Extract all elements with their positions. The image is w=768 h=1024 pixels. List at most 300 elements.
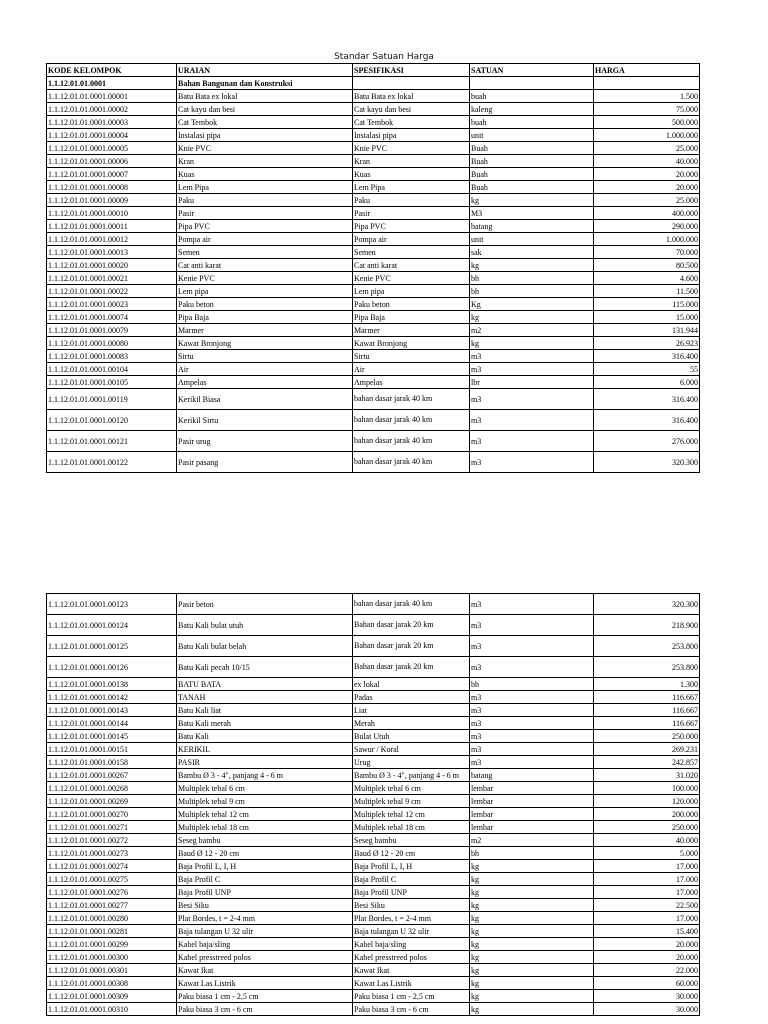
cell-spesifikasi: Paku biasa 3 cm - 6 cm (353, 1003, 470, 1016)
cell-spesifikasi: bahan dasar jarak 40 km (353, 431, 470, 452)
table-row (47, 977, 700, 990)
cell-harga: 15.000 (594, 311, 700, 324)
cell-kode: 1.1.12.01.01.0001.00011 (47, 220, 177, 233)
cell-spesifikasi: Sirtu (353, 350, 470, 363)
cell-spesifikasi: Besi Siku (353, 899, 470, 912)
table-row (47, 990, 700, 1003)
cell-spesifikasi: Lem pipa (353, 285, 470, 298)
cell-kode: 1.1.12.01.01.0001.00079 (47, 324, 177, 337)
table-row (47, 769, 700, 782)
table-row (47, 756, 700, 769)
cell-harga: 276.000 (594, 431, 700, 452)
cell-satuan: M3 (470, 207, 594, 220)
table-row (47, 259, 700, 272)
cell-kode: 1.1.12.01.01.0001.00105 (47, 376, 177, 389)
cell-uraian: KERIKIL (177, 743, 353, 756)
cell-spesifikasi: Batu Bata ex lokal (353, 90, 470, 103)
cell-harga: 269.231 (594, 743, 700, 756)
cell-satuan: Buah (470, 142, 594, 155)
cell-kode: 1.1.12.01.01.0001.00275 (47, 873, 177, 886)
table-row (47, 207, 700, 220)
cell-harga: 116.667 (594, 704, 700, 717)
cell-harga: 100.000 (594, 782, 700, 795)
cell-spesifikasi: bahan dasar jarak 40 km (353, 389, 470, 410)
cell-satuan: batang (470, 769, 594, 782)
cell-spesifikasi: Sawur / Koral (353, 743, 470, 756)
table-row (47, 886, 700, 899)
cell-spesifikasi: Instalasi pipa (353, 129, 470, 142)
cell-satuan: m3 (470, 756, 594, 769)
cell-spesifikasi: Baja Profil UNP (353, 886, 470, 899)
cell-uraian: Kawat Las Listrik (177, 977, 353, 990)
cell-harga: 4.600 (594, 272, 700, 285)
cell-satuan: m3 (470, 636, 594, 657)
cell-kode: 1.1.12.01.01.0001.00276 (47, 886, 177, 899)
cell-uraian: Sirtu (177, 350, 353, 363)
cell-uraian: TANAH (177, 691, 353, 704)
cell-uraian: Ampelas (177, 376, 353, 389)
cell-kode: 1.1.12.01.01.0001.00080 (47, 337, 177, 350)
cell-uraian: Pasir beton (177, 594, 353, 615)
cell-harga: 116.667 (594, 691, 700, 704)
cell-satuan: batang (470, 220, 594, 233)
table-row (47, 938, 700, 951)
cell-kode: 1.1.12.01.01.0001.00121 (47, 431, 177, 452)
cell-spesifikasi: Baja Profil L, I, H (353, 860, 470, 873)
header-satuan: SATUAN (470, 64, 594, 77)
cell-satuan: m3 (470, 452, 594, 473)
cell-spesifikasi: Cat kayu dan besi (353, 103, 470, 116)
table-row (47, 899, 700, 912)
cell-satuan: lembar (470, 808, 594, 821)
cell-uraian: Batu Bata ex lokal (177, 90, 353, 103)
cell-harga: 131.944 (594, 324, 700, 337)
cell-harga: 80.500 (594, 259, 700, 272)
cell-kode: 1.1.12.01.01.0001.00267 (47, 769, 177, 782)
cell-satuan: bh (470, 285, 594, 298)
cell-spesifikasi: Multiplek tebal 6 cm (353, 782, 470, 795)
cell-spesifikasi: Baud Ø 12 - 20 cm (353, 847, 470, 860)
cell-spesifikasi: Kenie PVC (353, 272, 470, 285)
cell-uraian: Kabel presstreed polos (177, 951, 353, 964)
table-row (47, 847, 700, 860)
cell-satuan: m3 (470, 717, 594, 730)
cell-uraian: Pompa air (177, 233, 353, 246)
cell-harga: 1.000.000 (594, 129, 700, 142)
cell-harga: 15.400 (594, 925, 700, 938)
cell-uraian: Kawat Bronjong (177, 337, 353, 350)
cell-kode: 1.1.12.01.01.0001.00151 (47, 743, 177, 756)
cell-harga: 120.000 (594, 795, 700, 808)
cell-kode: 1.1.12.01.01.0001.00277 (47, 899, 177, 912)
cell-satuan: kg (470, 860, 594, 873)
cell-spesifikasi: Ampelas (353, 376, 470, 389)
table-row (47, 873, 700, 886)
cell-harga: 250.000 (594, 821, 700, 834)
cell-uraian: Kabel baja/sling (177, 938, 353, 951)
cell-satuan: bh (470, 272, 594, 285)
cell-harga: 200.000 (594, 808, 700, 821)
cell-kode: 1.1.12.01.01.0001.00022 (47, 285, 177, 298)
cell-spesifikasi: Multiplek tebal 9 cm (353, 795, 470, 808)
cell-uraian: PASIR (177, 756, 353, 769)
cell-uraian: Pasir urug (177, 431, 353, 452)
cell-harga: 500.000 (594, 116, 700, 129)
cell-kode: 1.1.12.01.01.0001.00138 (47, 678, 177, 691)
cell-satuan: kaleng (470, 103, 594, 116)
cell-harga: 320.300 (594, 594, 700, 615)
cell-harga: 20.000 (594, 951, 700, 964)
cell-harga: 320.300 (594, 452, 700, 473)
table-row (47, 90, 700, 103)
cell-kode: 1.1.12.01.01.0001.00004 (47, 129, 177, 142)
cell-uraian: Batu Kali liat (177, 704, 353, 717)
cell-spesifikasi: Baja tulangan U 32 ulir (353, 925, 470, 938)
cell-spesifikasi: ex lokal (353, 678, 470, 691)
cell-satuan: Buah (470, 181, 594, 194)
cell-harga: 6.000 (594, 376, 700, 389)
cell-kode: 1.1.12.01.01.0001.00007 (47, 168, 177, 181)
cell-uraian: Cat anti karat (177, 259, 353, 272)
cell-uraian: Pipa PVC (177, 220, 353, 233)
cell-uraian: Knie PVC (177, 142, 353, 155)
cell-kode: 1.1.12.01.01.0001.00009 (47, 194, 177, 207)
cell-kode: 1.1.12.01.01.0001.00273 (47, 847, 177, 860)
cell-satuan: bh (470, 678, 594, 691)
cell-satuan: Buah (470, 168, 594, 181)
cell-kode: 1.1.12.01.01.0001.00281 (47, 925, 177, 938)
table-row (47, 389, 700, 410)
cell-uraian: Marmer (177, 324, 353, 337)
cell-satuan: kg (470, 1003, 594, 1016)
group-row (47, 77, 700, 90)
cell-harga: 400.000 (594, 207, 700, 220)
cell-satuan: m3 (470, 730, 594, 743)
cell-kode: 1.1.12.01.01.0001.00268 (47, 782, 177, 795)
cell-uraian: Lem Pipa (177, 181, 353, 194)
cell-kode: 1.1.12.01.01.0001.00012 (47, 233, 177, 246)
cell-satuan: m3 (470, 431, 594, 452)
cell-uraian: Baja Profil C (177, 873, 353, 886)
cell-kode: 1.1.12.01.01.0001.00270 (47, 808, 177, 821)
header-row (47, 64, 700, 77)
cell-satuan: m3 (470, 389, 594, 410)
cell-spesifikasi: bahan dasar jarak 40 km (353, 594, 470, 615)
cell-spesifikasi: Kran (353, 155, 470, 168)
cell-satuan: kg (470, 873, 594, 886)
cell-satuan: m3 (470, 615, 594, 636)
cell-satuan: m3 (470, 350, 594, 363)
cell-kode: 1.1.12.01.01.0001.00001 (47, 90, 177, 103)
cell-spesifikasi: Lem Pipa (353, 181, 470, 194)
cell-satuan: m2 (470, 834, 594, 847)
cell-kode: 1.1.12.01.01.0001.00083 (47, 350, 177, 363)
cell-harga: 40.000 (594, 155, 700, 168)
table-row (47, 272, 700, 285)
cell-spesifikasi: Liat (353, 704, 470, 717)
cell-kode: 1.1.12.01.01.0001.00123 (47, 594, 177, 615)
price-table-top (46, 63, 700, 473)
cell-kode: 1.1.12.01.01.0001.00300 (47, 951, 177, 964)
cell-spesifikasi: Kawat Las Listrik (353, 977, 470, 990)
table-row (47, 860, 700, 873)
cell-satuan: bh (470, 847, 594, 860)
header-uraian: URAIAN (177, 64, 353, 77)
cell-uraian: Instalasi pipa (177, 129, 353, 142)
cell-harga: 22.500 (594, 899, 700, 912)
cell-kode: 1.1.12.01.01.0001.00280 (47, 912, 177, 925)
cell-spesifikasi: Baja Profil C (353, 873, 470, 886)
cell-kode: 1.1.12.01.01.0001.00142 (47, 691, 177, 704)
cell-uraian: Kerikil Sirtu (177, 410, 353, 431)
cell-uraian: Multiplek tebal 18 cm (177, 821, 353, 834)
cell-uraian: Batu Kali (177, 730, 353, 743)
header-kode: KODE KELOMPOK (47, 64, 177, 77)
cell-spesifikasi: Semen (353, 246, 470, 259)
table-row (47, 285, 700, 298)
cell-harga: 55 (594, 363, 700, 376)
cell-spesifikasi: bahan dasar jarak 40 km (353, 452, 470, 473)
table-row (47, 298, 700, 311)
cell-satuan: kg (470, 964, 594, 977)
cell-harga: 60.000 (594, 977, 700, 990)
table-row (47, 155, 700, 168)
cell-kode: 1.1.12.01.01.0001.00308 (47, 977, 177, 990)
cell-spesifikasi: Paku (353, 194, 470, 207)
cell-kode: 1.1.12.01.01.0001.00074 (47, 311, 177, 324)
cell-kode: 1.1.12.01.01.0001.00020 (47, 259, 177, 272)
cell-uraian: Batu Kali bulat belah (177, 636, 353, 657)
cell-spesifikasi: Multiplek tebal 18 cm (353, 821, 470, 834)
table-row (47, 324, 700, 337)
table-row (47, 376, 700, 389)
cell-satuan: m3 (470, 410, 594, 431)
table-row (47, 743, 700, 756)
table-row (47, 337, 700, 350)
cell-satuan: kg (470, 977, 594, 990)
cell-uraian: Baja tulangan U 32 ulir (177, 925, 353, 938)
cell-harga: 316.400 (594, 389, 700, 410)
table-row (47, 233, 700, 246)
cell-satuan: lembar (470, 795, 594, 808)
cell-uraian: Batu Kali pecah 10/15 (177, 657, 353, 678)
cell-satuan: kg (470, 311, 594, 324)
cell-harga: 1.300 (594, 678, 700, 691)
cell-uraian: Batu Kali merah (177, 717, 353, 730)
cell-satuan: kg (470, 951, 594, 964)
cell-spesifikasi: Marmer (353, 324, 470, 337)
table-row (47, 691, 700, 704)
cell-kode: 1.1.12.01.01.0001.00124 (47, 615, 177, 636)
cell-uraian: Bambu Ø 3 - 4", panjang 4 - 6 m (177, 769, 353, 782)
table-row (47, 220, 700, 233)
cell-spesifikasi: Merah (353, 717, 470, 730)
cell-spesifikasi: Paku biasa 1 cm - 2,5 cm (353, 990, 470, 1003)
cell-spesifikasi: Bahan dasar jarak 20 km (353, 636, 470, 657)
cell-spesifikasi: Pipa PVC (353, 220, 470, 233)
table-row (47, 168, 700, 181)
cell-uraian: Kawat Ikat (177, 964, 353, 977)
cell-satuan: kg (470, 259, 594, 272)
cell-kode: 1.1.12.01.01.0001.00144 (47, 717, 177, 730)
cell-harga: 20.000 (594, 168, 700, 181)
header-spesifikasi: SPESIFIKASI (353, 64, 470, 77)
cell-uraian: Pipa Baja (177, 311, 353, 324)
cell-harga: 250.000 (594, 730, 700, 743)
table-row (47, 350, 700, 363)
cell-uraian: Baud Ø 12 - 20 cm (177, 847, 353, 860)
cell-uraian: Kerikil Biasa (177, 389, 353, 410)
group-name: Bahan Bangunan dan Konstruksi (177, 77, 353, 90)
cell-harga: 253.800 (594, 657, 700, 678)
cell-kode: 1.1.12.01.01.0001.00104 (47, 363, 177, 376)
cell-satuan: kg (470, 899, 594, 912)
cell-spesifikasi: Urug (353, 756, 470, 769)
cell-kode: 1.1.12.01.01.0001.00003 (47, 116, 177, 129)
cell-satuan: m3 (470, 657, 594, 678)
cell-harga: 30.000 (594, 1003, 700, 1016)
cell-satuan: m3 (470, 363, 594, 376)
cell-spesifikasi: Cat Tembok (353, 116, 470, 129)
cell-uraian: Baja Profil L, I, H (177, 860, 353, 873)
cell-harga: 17.000 (594, 886, 700, 899)
cell-spesifikasi: Seseg bambu (353, 834, 470, 847)
cell-kode: 1.1.12.01.01.0001.00006 (47, 155, 177, 168)
table-row (47, 834, 700, 847)
cell-satuan: kg (470, 925, 594, 938)
cell-harga: 20.000 (594, 181, 700, 194)
cell-uraian: Pasir (177, 207, 353, 220)
cell-uraian: Seseg bambu (177, 834, 353, 847)
cell-spesifikasi: Bahan dasar jarak 20 km (353, 657, 470, 678)
cell-kode: 1.1.12.01.01.0001.00309 (47, 990, 177, 1003)
table-row (47, 116, 700, 129)
cell-harga: 116.667 (594, 717, 700, 730)
cell-spesifikasi: Knie PVC (353, 142, 470, 155)
cell-uraian: Batu Kali bulat utuh (177, 615, 353, 636)
cell-kode: 1.1.12.01.01.0001.00122 (47, 452, 177, 473)
cell-harga: 75.000 (594, 103, 700, 116)
table-row (47, 594, 700, 615)
cell-uraian: Lem pipa (177, 285, 353, 298)
table-row (47, 795, 700, 808)
table-row (47, 410, 700, 431)
cell-uraian: Paku (177, 194, 353, 207)
cell-kode: 1.1.12.01.01.0001.00143 (47, 704, 177, 717)
cell-harga: 22.000 (594, 964, 700, 977)
cell-uraian: Kenie PVC (177, 272, 353, 285)
cell-satuan: m3 (470, 594, 594, 615)
cell-uraian: Baja Profil UNP (177, 886, 353, 899)
table-row (47, 912, 700, 925)
cell-kode: 1.1.12.01.01.0001.00023 (47, 298, 177, 311)
cell-kode: 1.1.12.01.01.0001.00272 (47, 834, 177, 847)
table-row (47, 951, 700, 964)
cell-harga: 316.400 (594, 350, 700, 363)
cell-kode: 1.1.12.01.01.0001.00299 (47, 938, 177, 951)
cell-uraian: Pasir pasang (177, 452, 353, 473)
table-row (47, 808, 700, 821)
cell-spesifikasi: Cat anti karat (353, 259, 470, 272)
cell-satuan: buah (470, 90, 594, 103)
table-row (47, 717, 700, 730)
table-row (47, 142, 700, 155)
cell-uraian: Multiplek tebal 6 cm (177, 782, 353, 795)
cell-uraian: Paku beton (177, 298, 353, 311)
cell-spesifikasi: Pipa Baja (353, 311, 470, 324)
cell-kode: 1.1.12.01.01.0001.00269 (47, 795, 177, 808)
cell-spesifikasi: Padas (353, 691, 470, 704)
cell-harga: 25.000 (594, 194, 700, 207)
table-row (47, 925, 700, 938)
table-row (47, 678, 700, 691)
cell-harga: 242.857 (594, 756, 700, 769)
table-row (47, 103, 700, 116)
cell-spesifikasi: Kabel presstreed polos (353, 951, 470, 964)
cell-uraian: Paku biasa 1 cm - 2,5 cm (177, 990, 353, 1003)
cell-spesifikasi: Kabel baja/sling (353, 938, 470, 951)
table-row (47, 431, 700, 452)
cell-satuan: kg (470, 912, 594, 925)
cell-kode: 1.1.12.01.01.0001.00271 (47, 821, 177, 834)
cell-spesifikasi: Bambu Ø 3 - 4", panjang 4 - 6 m (353, 769, 470, 782)
cell-satuan: lembar (470, 782, 594, 795)
cell-harga: 70.000 (594, 246, 700, 259)
cell-kode: 1.1.12.01.01.0001.00005 (47, 142, 177, 155)
cell-harga: 17.000 (594, 912, 700, 925)
cell-uraian: Cat Tembok (177, 116, 353, 129)
cell-harga: 40.000 (594, 834, 700, 847)
cell-harga: 1.500 (594, 90, 700, 103)
cell-spesifikasi: Kawat Ikat (353, 964, 470, 977)
table-row (47, 615, 700, 636)
cell-uraian: Kuas (177, 168, 353, 181)
cell-spesifikasi: Kuas (353, 168, 470, 181)
cell-harga: 26.923 (594, 337, 700, 350)
cell-kode: 1.1.12.01.01.0001.00125 (47, 636, 177, 657)
table-row (47, 704, 700, 717)
cell-uraian: Multiplek tebal 12 cm (177, 808, 353, 821)
cell-spesifikasi: Kawat Bronjong (353, 337, 470, 350)
cell-satuan: m3 (470, 704, 594, 717)
table-row (47, 181, 700, 194)
cell-harga: 20.000 (594, 938, 700, 951)
table-row (47, 657, 700, 678)
cell-harga: 31.020 (594, 769, 700, 782)
cell-spesifikasi: Multiplek tebal 12 cm (353, 808, 470, 821)
cell-kode: 1.1.12.01.01.0001.00145 (47, 730, 177, 743)
cell-spesifikasi: Air (353, 363, 470, 376)
cell-spesifikasi: bahan dasar jarak 40 km (353, 410, 470, 431)
cell-kode: 1.1.12.01.01.0001.00158 (47, 756, 177, 769)
cell-spesifikasi: Pasir (353, 207, 470, 220)
cell-satuan: m3 (470, 743, 594, 756)
cell-uraian: Semen (177, 246, 353, 259)
cell-kode: 1.1.12.01.01.0001.00021 (47, 272, 177, 285)
cell-uraian: Plat Bordes, t = 2-4 mm (177, 912, 353, 925)
cell-spesifikasi: Paku beton (353, 298, 470, 311)
cell-satuan: m2 (470, 324, 594, 337)
cell-satuan: Buah (470, 155, 594, 168)
cell-uraian: Kran (177, 155, 353, 168)
table-row (47, 246, 700, 259)
table-row (47, 821, 700, 834)
cell-spesifikasi: Pompa air (353, 233, 470, 246)
cell-satuan: Kg (470, 298, 594, 311)
cell-kode: 1.1.12.01.01.0001.00010 (47, 207, 177, 220)
page-title: Standar Satuan Harga (334, 52, 434, 62)
table-row (47, 194, 700, 207)
